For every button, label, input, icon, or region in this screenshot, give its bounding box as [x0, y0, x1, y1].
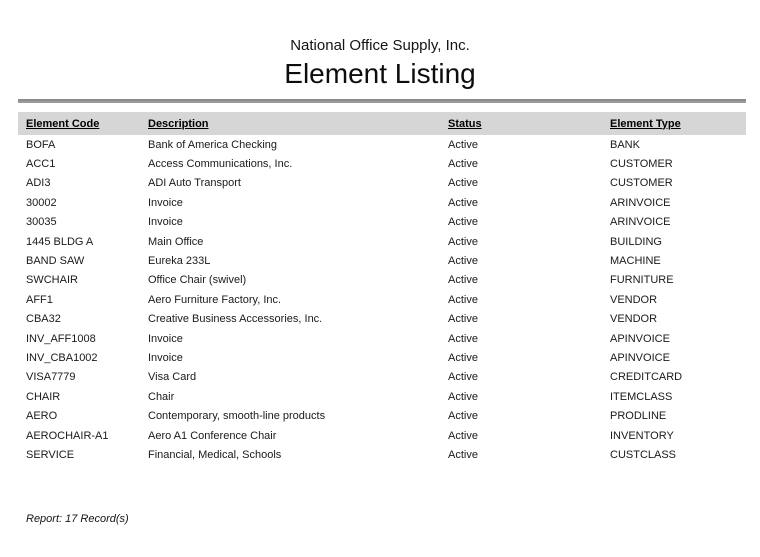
cell-status: Active [448, 313, 478, 326]
column-header-status: Status [448, 117, 482, 130]
cell-description: Office Chair (swivel) [148, 274, 247, 287]
column-header-element-code: Element Code [26, 117, 100, 130]
cell-element-code: 30035 [26, 216, 57, 229]
cell-description: Invoice [148, 351, 183, 364]
table-row [18, 135, 746, 154]
cell-element-code: CBA32 [26, 313, 61, 326]
cell-description: Access Communications, Inc. [148, 158, 293, 171]
cell-element-type: ARINVOICE [610, 216, 671, 229]
cell-status: Active [448, 216, 478, 229]
cell-element-code: AFF1 [26, 293, 53, 306]
cell-status: Active [448, 255, 478, 268]
cell-element-type: CREDITCARD [610, 371, 683, 384]
cell-description: Aero Furniture Factory, Inc. [148, 293, 282, 306]
table-body [18, 135, 746, 465]
column-header-description: Description [148, 117, 209, 130]
cell-status: Active [448, 293, 478, 306]
cell-element-type: BANK [610, 138, 640, 151]
cell-element-code: ADI3 [26, 177, 51, 190]
cell-description: ADI Auto Transport [148, 177, 241, 190]
table-row [18, 251, 746, 270]
table-row [18, 348, 746, 367]
table-row [18, 310, 746, 329]
record-count-footer: Report: 17 Record(s) [26, 513, 129, 525]
cell-element-code: CHAIR [26, 390, 61, 403]
cell-status: Active [448, 448, 478, 461]
cell-element-code: SWCHAIR [26, 274, 78, 287]
cell-element-code: BAND SAW [26, 255, 85, 268]
table-row [18, 426, 746, 445]
cell-element-type: APINVOICE [610, 351, 670, 364]
cell-description: Bank of America Checking [148, 138, 278, 151]
cell-element-type: FURNITURE [610, 274, 674, 287]
cell-element-type: MACHINE [610, 255, 661, 268]
cell-description: Financial, Medical, Schools [148, 448, 282, 461]
table-row [18, 154, 746, 173]
cell-description: Invoice [148, 332, 183, 345]
cell-element-type: CUSTOMER [610, 177, 673, 190]
cell-element-code: 30002 [26, 196, 57, 209]
table-row [18, 174, 746, 193]
table-row [18, 232, 746, 251]
company-name: National Office Supply, Inc. [290, 37, 470, 54]
cell-element-code: AEROCHAIR-A1 [26, 429, 109, 442]
cell-description: Creative Business Accessories, Inc. [148, 313, 323, 326]
cell-element-type: INVENTORY [610, 429, 674, 442]
element-table [18, 112, 746, 465]
table-row [18, 271, 746, 290]
cell-description: Invoice [148, 196, 183, 209]
cell-element-type: CUSTCLASS [610, 448, 677, 461]
column-header-element-type: Element Type [610, 117, 681, 130]
cell-element-code: INV_AFF1008 [26, 332, 96, 345]
cell-element-type: VENDOR [610, 293, 658, 306]
table-row [18, 290, 746, 309]
cell-description: Eureka 233L [148, 255, 211, 268]
cell-element-code: VISA7779 [26, 371, 76, 384]
table-row [18, 368, 746, 387]
cell-status: Active [448, 177, 478, 190]
cell-element-type: APINVOICE [610, 332, 670, 345]
cell-element-type: ARINVOICE [610, 196, 671, 209]
cell-element-type: ITEMCLASS [610, 390, 673, 403]
cell-element-code: SERVICE [26, 448, 75, 461]
title-divider [18, 99, 746, 103]
cell-description: Visa Card [148, 371, 197, 384]
table-row [18, 213, 746, 232]
cell-status: Active [448, 158, 478, 171]
cell-status: Active [448, 410, 478, 423]
table-row [18, 193, 746, 212]
table-row [18, 387, 746, 406]
cell-status: Active [448, 429, 478, 442]
cell-status: Active [448, 274, 478, 287]
cell-element-type: BUILDING [610, 235, 662, 248]
cell-description: Invoice [148, 216, 183, 229]
page-title: Element Listing [284, 58, 476, 89]
cell-element-code: ACC1 [26, 158, 56, 171]
cell-description: Contemporary, smooth-line products [148, 410, 326, 423]
table-row [18, 406, 746, 425]
cell-status: Active [448, 138, 478, 151]
cell-status: Active [448, 351, 478, 364]
cell-element-type: PRODLINE [610, 410, 667, 423]
table-row [18, 329, 746, 348]
cell-element-code: AERO [26, 410, 58, 423]
table-row [18, 445, 746, 464]
table-header-row [18, 112, 746, 135]
cell-element-code: BOFA [26, 138, 56, 151]
cell-status: Active [448, 235, 478, 248]
cell-status: Active [448, 390, 478, 403]
cell-element-type: VENDOR [610, 313, 658, 326]
cell-description: Chair [148, 390, 175, 403]
cell-element-type: CUSTOMER [610, 158, 673, 171]
cell-element-code: 1445 BLDG A [26, 235, 94, 248]
cell-description: Main Office [148, 235, 204, 248]
cell-status: Active [448, 371, 478, 384]
cell-element-code: INV_CBA1002 [26, 351, 98, 364]
cell-status: Active [448, 332, 478, 345]
cell-description: Aero A1 Conference Chair [148, 429, 277, 442]
cell-status: Active [448, 196, 478, 209]
